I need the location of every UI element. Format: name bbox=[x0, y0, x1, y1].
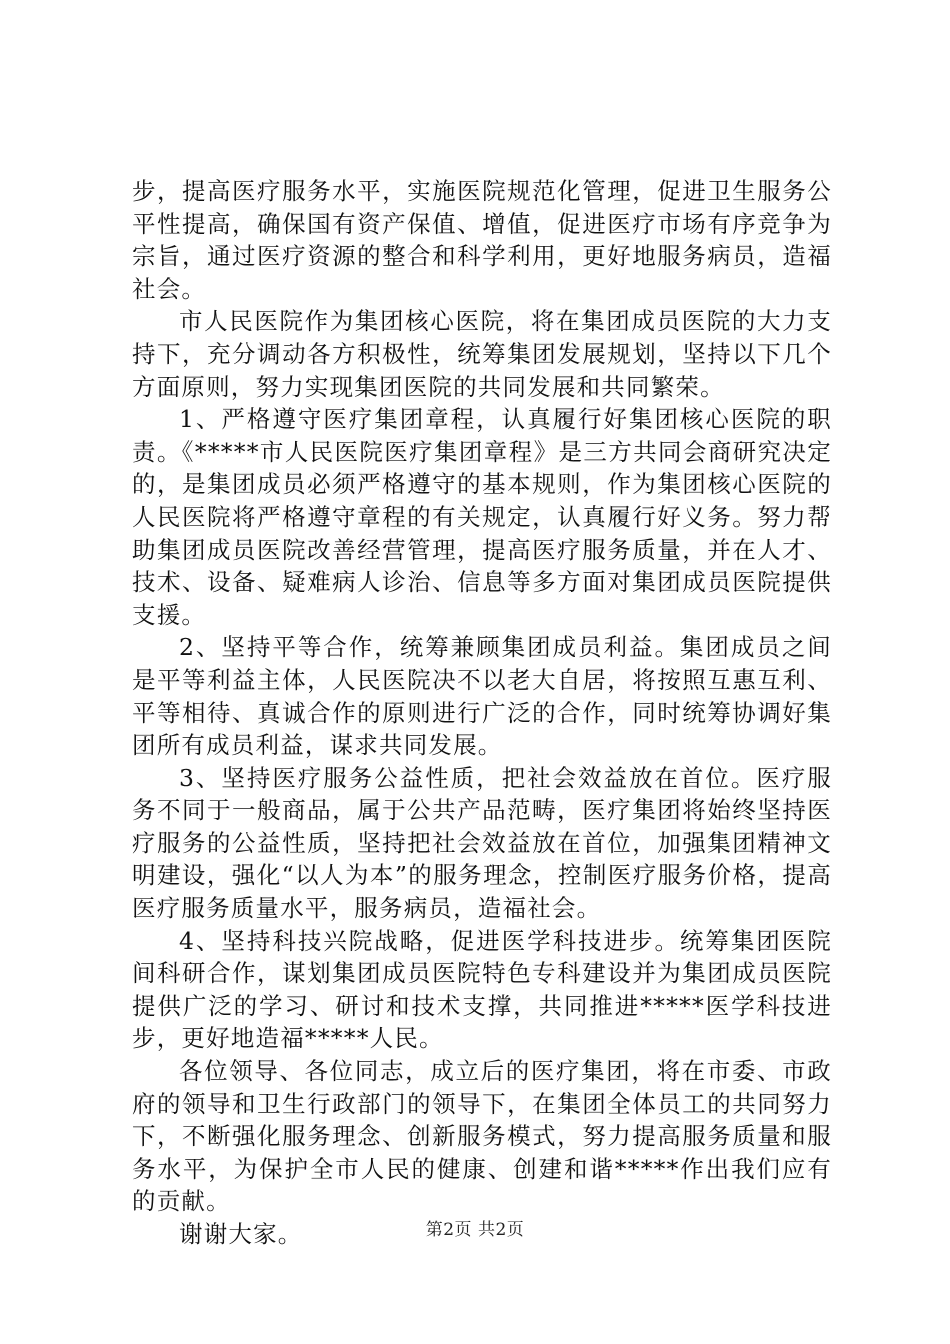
paragraph-core-hospital: 市人民医院作为集团核心医院，将在集团成员医院的大力支持下，充分调动各方积极性，统筹集团发展规划，坚持以下几个方面原则，努力实现集团医院的共同发展和共同繁荣。 bbox=[132, 307, 832, 401]
paragraph-closing: 各位领导、各位同志，成立后的医疗集团，将在市委、市政府的领导和卫生行政部门的领导下，在集团全体员工的共同努力下，不断强化服务理念、创新服务模式，努力提高服务质量和服务水平，为保护全市人民的健康、创建和谐*****作出我们应有的贡献。 bbox=[132, 1057, 832, 1216]
document-body bbox=[132, 175, 832, 1251]
page-footer: 第2页 共2页 bbox=[425, 1220, 525, 1240]
paragraph-principle-4: 4、坚持科技兴院战略，促进医学科技进步。统筹集团医院间科研合作，谋划集团成员医院特色专科建设并为集团成员医院提供广泛的学习、研讨和技术支撑，共同推进*****医学科技进步，更好地造福*****人民。 bbox=[132, 926, 832, 1053]
paragraph-thanks: 谢谢大家。 bbox=[179, 1220, 303, 1248]
paragraph-continuation: 步，提高医疗服务水平，实施医院规范化管理，促进卫生服务公平性提高，确保国有资产保值、增值，促进医疗市场有序竞争为宗旨，通过医疗资源的整合和科学利用，更好地服务病员，造福社会。 bbox=[132, 177, 832, 303]
paragraph-principle-1: 1、严格遵守医疗集团章程，认真履行好集团核心医院的职责。《*****市人民医院医疗集团章程》是三方共同会商研究决定的，是集团成员必须严格遵守的基本规则，作为集团核心医院的人民医院将严格遵守章程的有关规定，认真履行好义务。努力帮助集团成员医院改善经营管理，提高医疗服务质量，并在人才、技术、设备、疑难病人诊治、信息等多方面对集团成员医院提供支援。 bbox=[132, 405, 832, 629]
paragraph-principle-2: 2、坚持平等合作，统筹兼顾集团成员利益。集团成员之间是平等利益主体，人民医院决不以老大自居，将按照互惠互利、平等相待、真诚合作的原则进行广泛的合作，同时统筹协调好集团所有成员利益，谋求共同发展。 bbox=[132, 633, 832, 760]
paragraph-principle-3: 3、坚持医疗服务公益性质，把社会效益放在首位。医疗服务不同于一般商品，属于公共产品范畴，医疗集团将始终坚持医疗服务的公益性质，坚持把社会效益放在首位，加强集团精神文明建设，强化“以人为本”的服务理念，控制医疗服务价格，提高医疗服务质量水平，服务病员，造福社会。 bbox=[132, 763, 832, 923]
